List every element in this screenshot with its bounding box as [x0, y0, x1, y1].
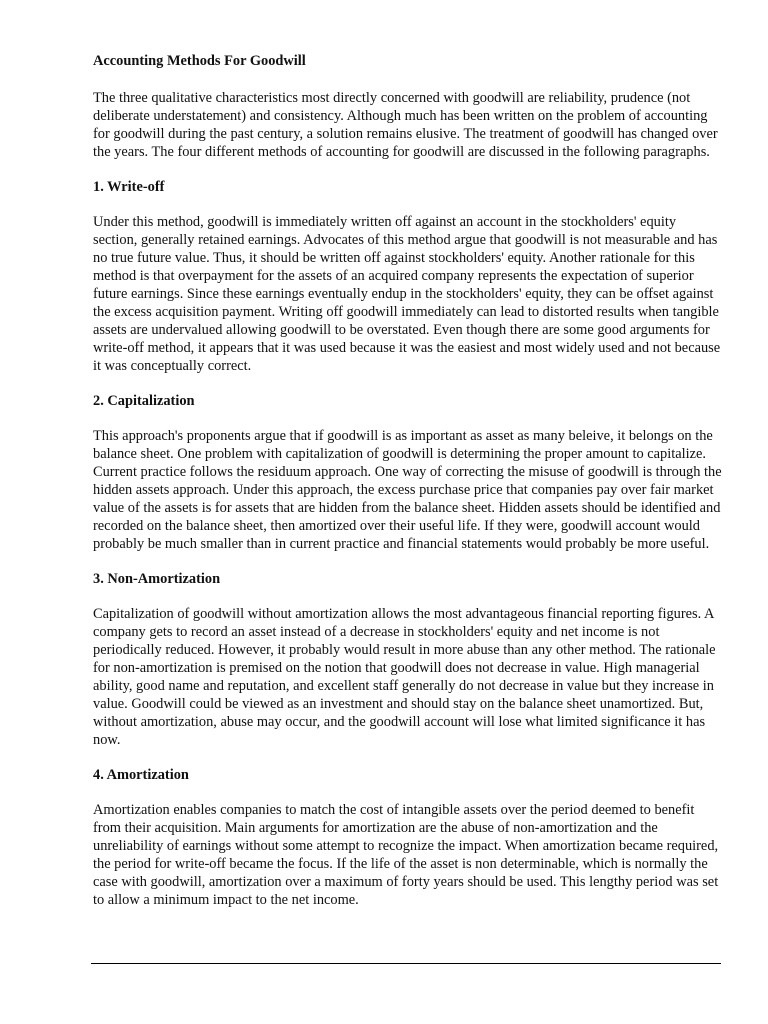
section-body-write-off: Under this method, goodwill is immediately written off against an account in the stockholders' equity section, generally retained earnings. Advocates of this method argue that goodwill is not measurable and has no true future value. Thus, it should be written off against stockholders' equity. Another rationale for this method is that overpayment for the assets of an acquired company represents the expectation of superior future earnings. Since these earnings eventually endup in the stockholders' equity, they can be offset against the excess acquisition payment. Writing off goodwill immediately can lead to distorted results when tangible assets are undervalued allowing goodwill to be overstated. Even though there are some good arguments for write-off method, it appears that it was used because it was the easiest and most widely used and not because it was conceptually correct. [93, 214, 721, 374]
section-body-amortization: Amortization enables companies to match the cost of intangible assets over the period deemed to benefit from their acquisition. Main arguments for amortization are the abuse of non-amortization and the unreliability of earnings without some attempt to recognize the impact. When amortization became required, the period for write-off became the focus. If the life of the asset is non determinable, which is normally the case with goodwill, amortization over a maximum of forty years should be used. This lengthy period was set to allow a minimum impact to the net income. [93, 802, 719, 908]
document-title: Accounting Methods For Goodwill [93, 53, 306, 69]
section-heading-capitalization: 2. Capitalization [93, 393, 195, 409]
section-heading-write-off: 1. Write-off [93, 179, 165, 195]
section-heading-non-amortization: 3. Non-Amortization [93, 571, 221, 587]
section-body-capitalization: This approach's proponents argue that if goodwill is as important as asset as many beleive, it belongs on the balance sheet. One problem with capitalization of goodwill is determining the proper amount to capitalize. Current practice follows the residuum approach. One way of correcting the misuse of goodwill is through the hidden assets approach. Under this approach, the excess purchase price that companies pay over fair market value of the assets is for assets that are hidden from the balance sheet. Hidden assets should be identified and recorded on the balance sheet, then amortized over their useful life. If they were, goodwill account would probably be much smaller than in current practice and financial statements would probably be more useful. [93, 428, 722, 552]
section-body-non-amortization: Capitalization of goodwill without amortization allows the most advantageous financial reporting figures. A company gets to record an asset instead of a decrease in stockholders' equity and net income is not periodically reduced. However, it probably would result in more abuse than any other method. The rationale for non-amortization is premised on the notion that goodwill does not decrease in value. High managerial ability, good name and reputation, and excellent staff generally do not decrease in value but they increase in value. Goodwill could be viewed as an investment and should stay on the balance sheet unamortized. But, without amortization, abuse may occur, and the goodwill account will lose what limited significance it has now. [93, 606, 716, 748]
section-heading-amortization: 4. Amortization [93, 767, 189, 783]
intro-paragraph: The three qualitative characteristics most directly concerned with goodwill are reliability, prudence (not deliberate understatement) and consistency. Although much has been written on the problem of accounting for goodwill during the past century, a solution remains elusive. The treatment of goodwill has changed over the years. The four different methods of accounting for goodwill are discussed in the following paragraphs. [93, 90, 718, 160]
document-page [93, 52, 723, 926]
page-bottom-rule [91, 963, 721, 964]
